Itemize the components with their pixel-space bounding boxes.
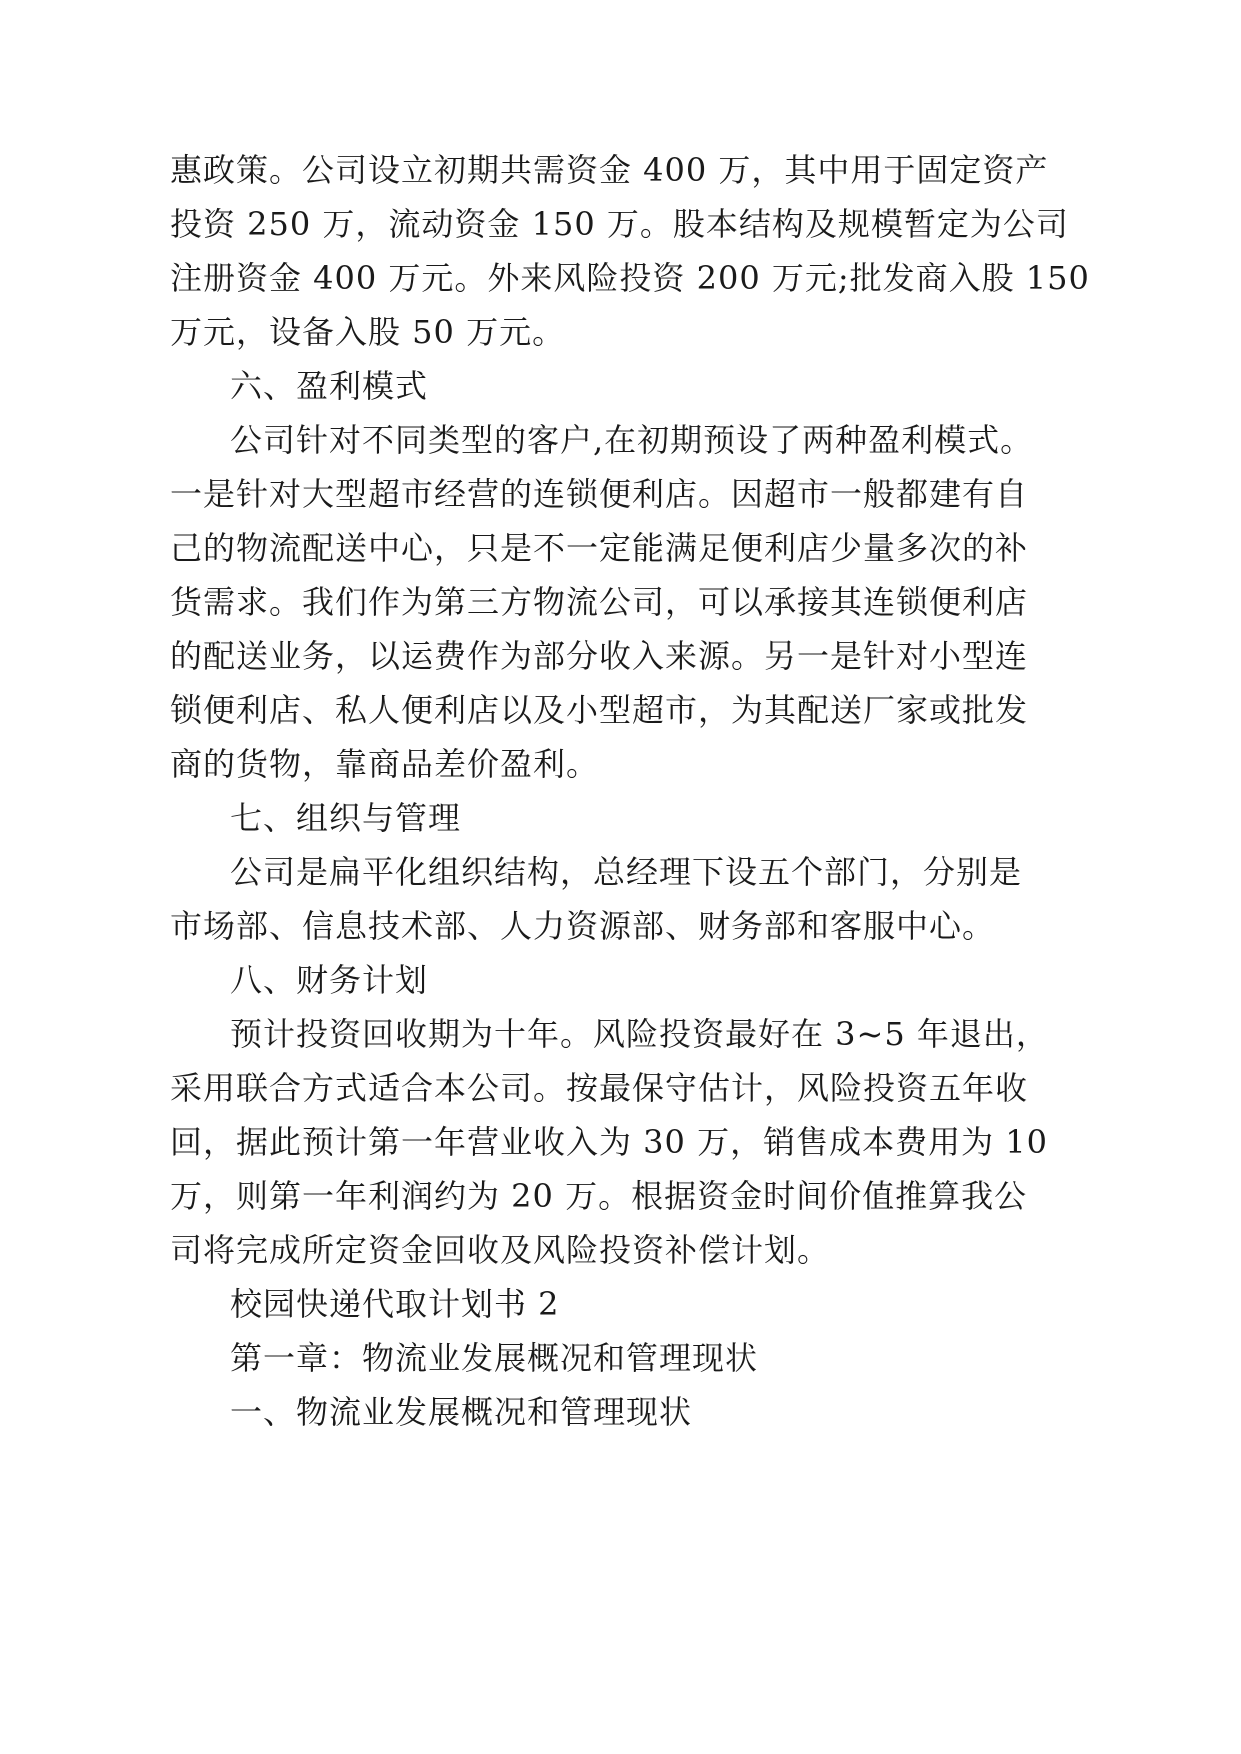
paragraph-line: 万，则第一年利润约为 20 万。根据资金时间价值推算我公 bbox=[170, 1177, 1028, 1215]
section-heading: 一、物流业发展概况和管理现状 bbox=[230, 1393, 693, 1431]
paragraph-line: 司将完成所定资金回收及风险投资补偿计划。 bbox=[170, 1231, 831, 1269]
paragraph-line: 采用联合方式适合本公司。按最保守估计，风险投资五年收 bbox=[170, 1069, 1029, 1107]
paragraph-line: 市场部、信息技术部、人力资源部、财务部和客服中心。 bbox=[170, 907, 996, 945]
paragraph-line: 注册资金 400 万元。外来风险投资 200 万元;批发商入股 150 bbox=[170, 259, 1090, 297]
paragraph-line: 投资 250 万，流动资金 150 万。股本结构及规模暂定为公司 bbox=[170, 205, 1069, 243]
paragraph-line: 货需求。我们作为第三方物流公司，可以承接其连锁便利店 bbox=[170, 583, 1029, 621]
section-heading: 六、盈利模式 bbox=[230, 367, 429, 405]
section-heading: 八、财务计划 bbox=[230, 961, 429, 999]
section-heading: 七、组织与管理 bbox=[230, 799, 462, 837]
document-title: 校园快递代取计划书 2 bbox=[230, 1285, 560, 1323]
paragraph-line: 公司是扁平化组织结构，总经理下设五个部门，分别是 bbox=[230, 853, 1023, 891]
paragraph-line: 万元，设备入股 50 万元。 bbox=[170, 313, 566, 351]
paragraph-line: 惠政策。公司设立初期共需资金 400 万，其中用于固定资产 bbox=[170, 151, 1049, 189]
chapter-heading: 第一章：物流业发展概况和管理现状 bbox=[230, 1339, 759, 1377]
paragraph-line: 的配送业务，以运费作为部分收入来源。另一是针对小型连 bbox=[170, 637, 1029, 675]
paragraph-line: 预计投资回收期为十年。风险投资最好在 3~5 年退出， bbox=[230, 1015, 1049, 1053]
paragraph-line: 一是针对大型超市经营的连锁便利店。因超市一般都建有自 bbox=[170, 475, 1029, 513]
paragraph-line: 锁便利店、私人便利店以及小型超市，为其配送厂家或批发 bbox=[170, 691, 1029, 729]
paragraph-line: 公司针对不同类型的客户,在初期预设了两种盈利模式。 bbox=[230, 421, 1034, 459]
paragraph-line: 回，据此预计第一年营业收入为 30 万，销售成本费用为 10 bbox=[170, 1123, 1048, 1161]
paragraph-line: 己的物流配送中心，只是不一定能满足便利店少量多次的补 bbox=[170, 529, 1029, 567]
paragraph-line: 商的货物，靠商品差价盈利。 bbox=[170, 745, 600, 783]
